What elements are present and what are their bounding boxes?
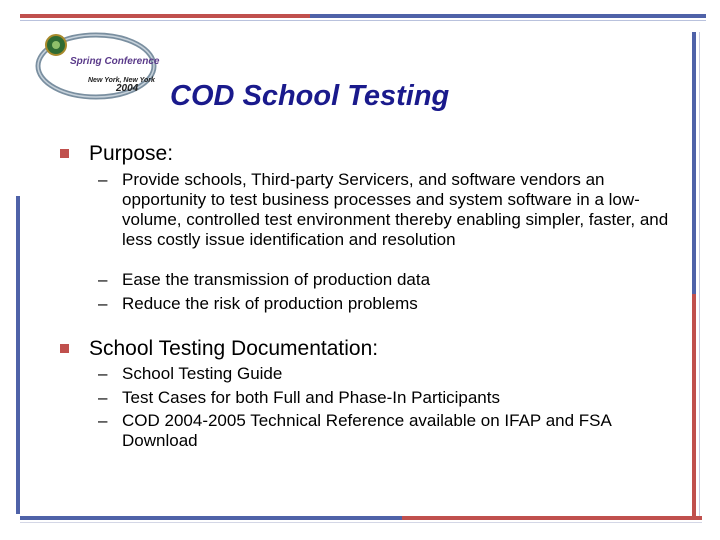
dash-bullet-icon: – xyxy=(98,411,108,430)
bullet-heading: Purpose: xyxy=(89,142,174,165)
sub-bullet-text: Test Cases for both Full and Phase-In Participants xyxy=(122,388,500,407)
frame-top-blue-bar xyxy=(310,14,706,18)
sub-bullet xyxy=(98,388,670,408)
dash-bullet-icon: – xyxy=(98,388,108,407)
frame-right-red-bar xyxy=(692,294,696,516)
frame-right-blue-bar xyxy=(692,32,696,294)
frame-top-red-bar xyxy=(20,14,310,18)
sub-bullet xyxy=(98,270,670,290)
dash-bullet-icon: – xyxy=(98,170,108,189)
logo-line2: New York, New York xyxy=(88,77,155,84)
slide-title: COD School Testing xyxy=(170,80,450,112)
frame-left-blue-bar xyxy=(16,196,20,514)
conference-logo xyxy=(34,30,164,102)
frame-top-thin-line xyxy=(20,20,706,21)
sub-bullet-text: Ease the transmission of production data xyxy=(122,270,431,289)
dash-bullet-icon: – xyxy=(98,364,108,383)
bullet-heading: School Testing Documentation: xyxy=(89,337,379,360)
square-bullet-icon xyxy=(60,149,69,158)
sub-bullet xyxy=(98,170,670,250)
sub-bullet xyxy=(98,411,670,451)
sub-bullet-text: School Testing Guide xyxy=(122,364,283,383)
square-bullet-icon xyxy=(60,344,69,353)
frame-bottom-thin-line xyxy=(20,522,702,523)
sub-bullet-text: Reduce the risk of production problems xyxy=(122,294,418,313)
logo-year: 2004 xyxy=(116,83,139,94)
sub-bullet xyxy=(98,364,670,384)
dash-bullet-icon: – xyxy=(98,294,108,313)
seal-center-icon xyxy=(52,41,60,49)
frame-right-thin-line xyxy=(699,32,700,516)
logo-line1: Spring Conference xyxy=(70,56,160,67)
sub-bullet-text: COD 2004-2005 Technical Reference available on IFAP and FSA Download xyxy=(122,411,611,450)
sub-bullet xyxy=(98,294,670,314)
sub-bullet-text: Provide schools, Third-party Servicers, and software vendors an opportunity to test business processes and system software in a low-volume, controlled test environment thereby enabling simpler, faster, and less costly issue identification and resolution xyxy=(122,170,669,249)
frame-bottom-blue-bar xyxy=(20,516,402,520)
frame-bottom-red-bar xyxy=(402,516,702,520)
dash-bullet-icon: – xyxy=(98,270,108,289)
